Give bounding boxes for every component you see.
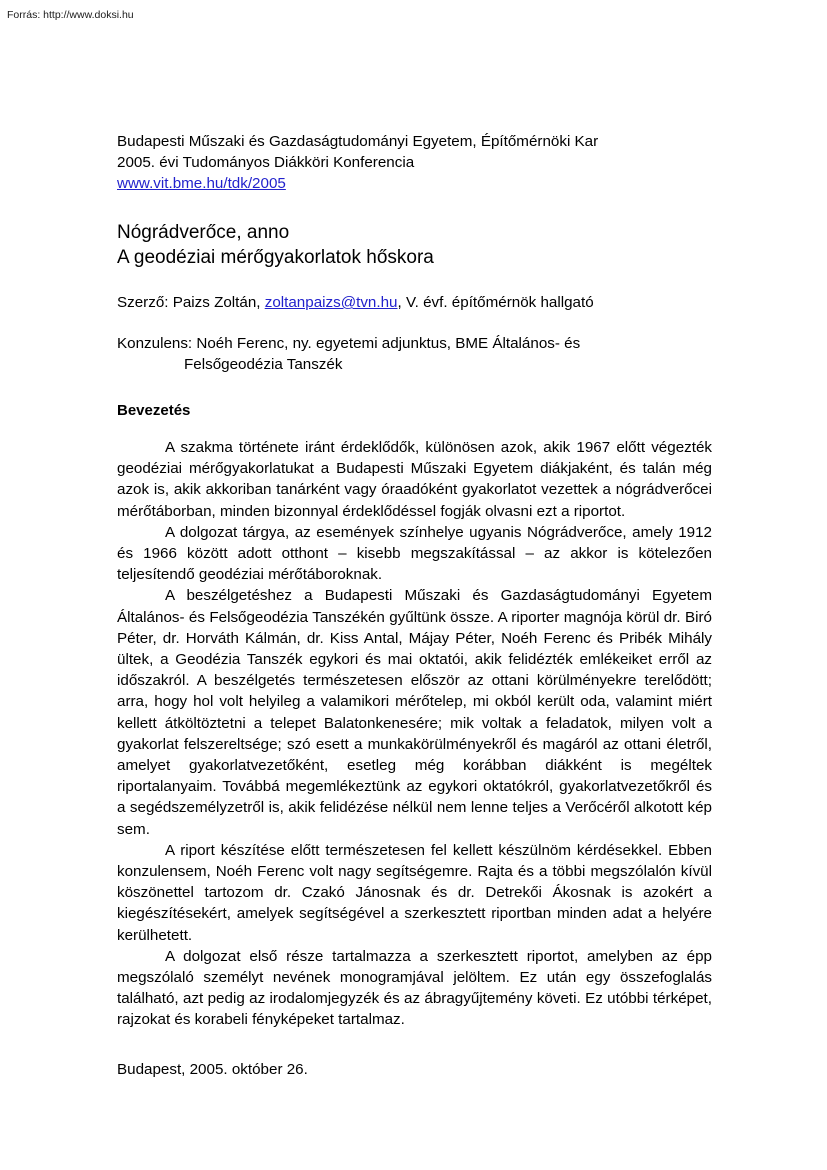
conference-line: 2005. évi Tudományos Diákköri Konferencia bbox=[117, 154, 415, 171]
author-suffix: , V. évf. építőmérnök hallgató bbox=[397, 294, 594, 311]
consultant-line bbox=[117, 333, 712, 375]
body-paragraph-1: A szakma története iránt érdeklődők, különösen azok, akik 1967 előtt végezték geodéziai mérőgyakorlatukat a Budapesti Műszaki Egyetem diákjaként, és talán még azok is, akik akkoriban tanárként vagy óraadóként gyakorlatot vezettek a nógrádverőcei mérőtáborban, minden bizonnyal érdeklődéssel fogják olvasni ezt a riportot. bbox=[117, 439, 712, 520]
body-paragraph-2: A dolgozat tárgya, az események színhelye ugyanis Nógrádverőce, amely 1912 és 1966 között adott otthont – kisebb megszakítással – az akkor is kötelezően teljesítendő geodéziai mérőtáboroknak. bbox=[117, 523, 712, 584]
page-title bbox=[117, 220, 712, 270]
title-line-2: A geodéziai mérőgyakorlatok hőskora bbox=[117, 247, 434, 268]
body-paragraph-3: A beszélgetéshez a Budapesti Műszaki és Gazdaságtudományi Egyetem Általános- és Felsőgeodézia Tanszékén gyűltünk össze. A riporter magnója körül dr. Biró Péter, dr. Horváth Kálmán, dr. Kiss Antal, Májay Péter, Noéh Ferenc és Pribék Mihály ültek, a Geodézia Tanszék egykori és mai oktatói, akik felidézték emlékeiket erről az időszakról. A beszélgetés természetesen először az ottani körülményekre terelődött; arra, hogy hol volt helyileg a valamikori mérőtelep, mi okból került oda, valamint miért kellett átköltöztetni a telepet Balatonkenesére; mik voltak a feladatok, milyen volt a gyakorlat felszereltsége; szó esett a munkakörülményekről és magáról az ottani életről, amelyet gyakorlatvezetőként, esetleg még korábban diákként is megéltek riportalanyaim. Továbbá megemlékeztünk az egykori oktatókról, gyakorlatvezetőkről és a segédszemélyzetről is, akik felidézése nélkül nem lenne teljes a Verőcéről alkotott kép sem. bbox=[117, 587, 712, 838]
author-line bbox=[117, 292, 712, 313]
closing-place-and-date: Budapest, 2005. október 26. bbox=[117, 1060, 308, 1078]
consultant-line-1: Konzulens: Noéh Ferenc, ny. egyetemi adjunktus, BME Általános- és bbox=[117, 335, 581, 352]
source-watermark: Forrás: http://www.doksi.hu bbox=[7, 9, 134, 21]
section-heading-introduction: Bevezetés bbox=[117, 402, 191, 419]
body-paragraph-4: A riport készítése előtt természetesen fel kellett készülnöm kérdésekkel. Ebben konzulensem, Noéh Ferenc volt nagy segítségemre. Rajta és a többi megszólalón kívül köszönettel tartozom dr. Czakó Jánosnak és dr. Detrekői Ákosnak is azokért a kiegészítésekért, amelyek segítségével a szerkesztett riportban minden adat a helyére kerülhetett. bbox=[117, 841, 712, 944]
institution-line-1: Budapesti Műszaki és Gazdaságtudományi Egyetem, Építőmérnöki Kar bbox=[117, 133, 599, 150]
document-page bbox=[117, 131, 712, 1080]
conference-url-link[interactable]: www.vit.bme.hu/tdk/2005 bbox=[117, 175, 286, 192]
author-prefix: Szerző: Paizs Zoltán, bbox=[117, 294, 265, 311]
consultant-line-2: Felsőgeodézia Tanszék bbox=[184, 356, 343, 373]
body-paragraph-5: A dolgozat első része tartalmazza a szerkesztett riportot, amelyben az épp megszólaló személyt nevének monogramjával jelöltem. Ez után egy összefoglalás található, azt pedig az irodalomjegyzék és az ábragyűjtemény követi. Ez utóbbi térképet, rajzokat és korabeli fényképeket tartalmaz. bbox=[117, 947, 712, 1029]
institution-header bbox=[117, 131, 712, 194]
author-email-link[interactable]: zoltanpaizs@tvn.hu bbox=[264, 294, 398, 311]
title-line-1: Nógrádverőce, anno bbox=[117, 222, 290, 243]
